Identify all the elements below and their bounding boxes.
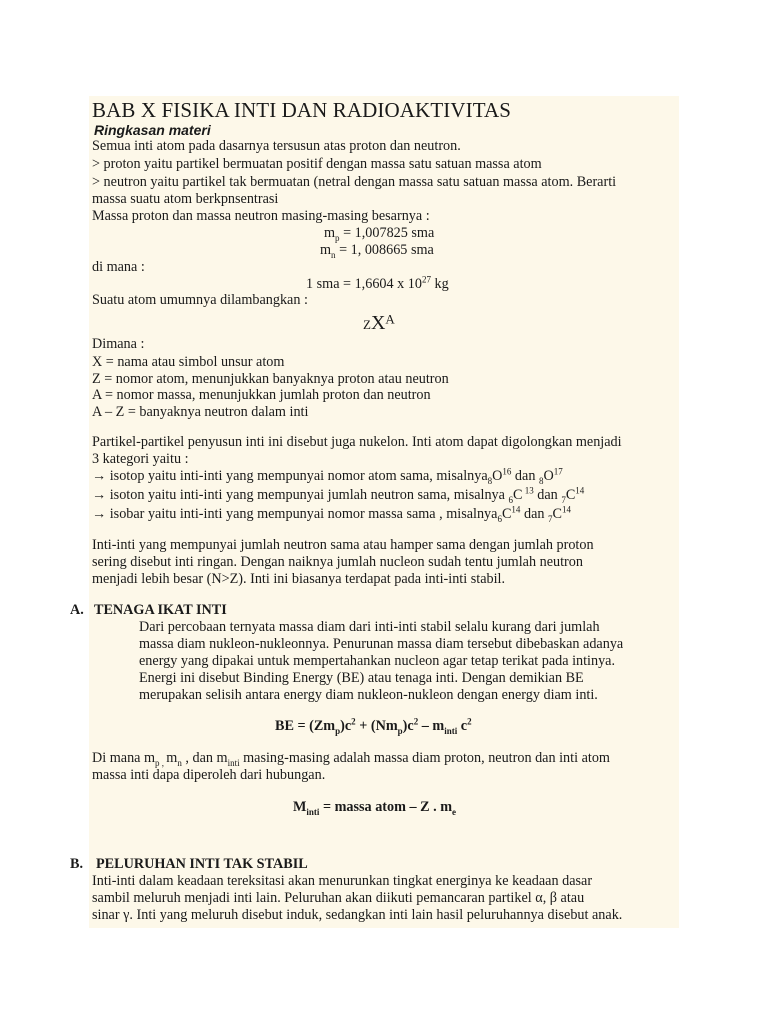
neutron-mass-equation: $m_n = 1$, 008665 sma — [320, 242, 434, 260]
definition-a-minus-z: A – Z = banyaknya neutron dalam inti — [92, 404, 309, 420]
dimana-masses-line: Di mana $m_{p ,}$ $m_n$ , dan $m_{inti}$ masing-masing adalah massa diam proton, neutron dan inti atom — [92, 750, 610, 768]
nukleon-line-1: Partikel-partikel penyusun inti ini disebut juga nukelon. Inti atom dapat digolongkan menjadi — [92, 434, 622, 450]
ringan-line-2: sering disebut inti ringan. Dengan naiknya jumlah nucleon sudah tentu jumlah neutron — [92, 554, 583, 570]
section-b-line-3: sinar γ. Inti yang meluruh disebut induk, sedangkan inti lain hasil peluruhannya disebut anak. — [92, 907, 623, 923]
intro-line-2: > proton yaitu partikel bermuatan positif dengan massa satu satuan massa atom — [92, 156, 542, 172]
page-subtitle: Ringkasan materi — [94, 122, 211, 138]
intro-line-3: > neutron yaitu partikel tak bermuatan (netral dengan massa satu satuan massa atom. Berarti — [92, 174, 617, 190]
mass-inti-formula: $M_{inti}$ = massa atom – Z . $m_e$ — [293, 799, 457, 817]
isoton-line: → isoton yaitu inti-inti yang mempunyai jumlah neutron sama, misalnya $_6$C $^{13}$ dan $_7C^{14}$ — [92, 485, 585, 505]
section-b-letter: B. — [70, 856, 84, 872]
binding-energy-formula: BE = $(Zm_p)c^2 + (Nm_p)c^2 - m_{inti}$ $c^2$ — [275, 716, 472, 736]
section-a-line-4: Energi ini disebut Binding Energy (BE) atau tenaga inti. Dengan demikian BE — [139, 670, 584, 686]
section-a-heading: TENAGA IKAT INTI — [94, 602, 227, 618]
intro-line-5: Massa proton dan massa neutron masing-masing besarnya : — [92, 208, 430, 224]
dimana-label: di mana : — [92, 259, 145, 275]
massa-inti-line: massa inti dapa diperoleh dari hubungan. — [92, 767, 326, 783]
section-b-line-2: sambil meluruh menjadi inti lain. Peluruhan akan diikuti pemancaran partikel α, β atau — [92, 890, 585, 906]
definitions-heading: Dimana : — [92, 336, 145, 352]
definition-a: A = nomor massa, menunjukkan jumlah proton dan neutron — [92, 387, 431, 403]
section-a-line-5: merupakan selisih antara energy diam nukleon-nukleon dengan energy diam inti. — [139, 687, 598, 703]
section-a-line-2: massa diam nukleon-nukleonnya. Penurunan massa diam tersebut dibebaskan adanya — [139, 636, 624, 652]
isobar-line: → isobar yaitu inti-inti yang mempunyai nomor massa sama , $misalnya_6C^{14}$ dan $_7C^{14}$ — [92, 504, 571, 524]
atom-notation: $ZX^A$ — [363, 311, 395, 334]
section-a-letter: A. — [70, 602, 84, 618]
intro-line-1: Semua inti atom pada dasarnya tersusun atas proton dan neutron. — [92, 138, 461, 154]
alpha-symbol: α — [535, 890, 543, 906]
ringan-line-1: Inti-inti yang mempunyai jumlah neutron sama atau hamper sama dengan jumlah proton — [92, 537, 594, 553]
gamma-symbol: γ — [123, 907, 130, 923]
section-b-heading: PELURUHAN INTI TAK STABIL — [96, 856, 308, 872]
lambang-line: Suatu atom umumnya dilambangkan : — [92, 292, 308, 308]
page-title: BAB X FISIKA INTI DAN RADIOAKTIVITAS — [92, 98, 511, 122]
sma-equation: 1 sma = 1,6604 x $10^{27}$ kg — [306, 274, 449, 292]
section-b-line-1: Inti-inti dalam keadaan tereksitasi akan menurunkan tingkat energinya ke keadaan dasar — [92, 873, 593, 889]
proton-mass-equation: $m_p = 1,007825$ sma — [324, 225, 435, 243]
section-a-line-3: energy yang dipakai untuk mempertahankan nucleon agar tetap terikat pada intinya. — [139, 653, 616, 669]
definition-z: Z = nomor atom, menunjukkan banyaknya proton atau neutron — [92, 371, 449, 387]
beta-symbol: β — [549, 890, 557, 906]
section-a-line-1: Dari percobaan ternyata massa diam dari inti-inti stabil selalu kurang dari jumlah — [139, 619, 600, 635]
definition-x: X = nama atau simbol unsur atom — [92, 354, 285, 370]
intro-line-4: massa suatu atom berkpnsentrasi — [92, 191, 279, 207]
isotop-line: → isotop yaitu inti-inti yang mempunyai nomor atom sama, $misalnya_8O^{16}$ dan $_8O^{17}$ — [92, 466, 563, 486]
nukleon-line-2: 3 kategori yaitu : — [92, 451, 189, 467]
ringan-line-3: menjadi lebih besar (N>Z). Inti ini biasanya terdapat pada inti-inti stabil. — [92, 571, 506, 587]
